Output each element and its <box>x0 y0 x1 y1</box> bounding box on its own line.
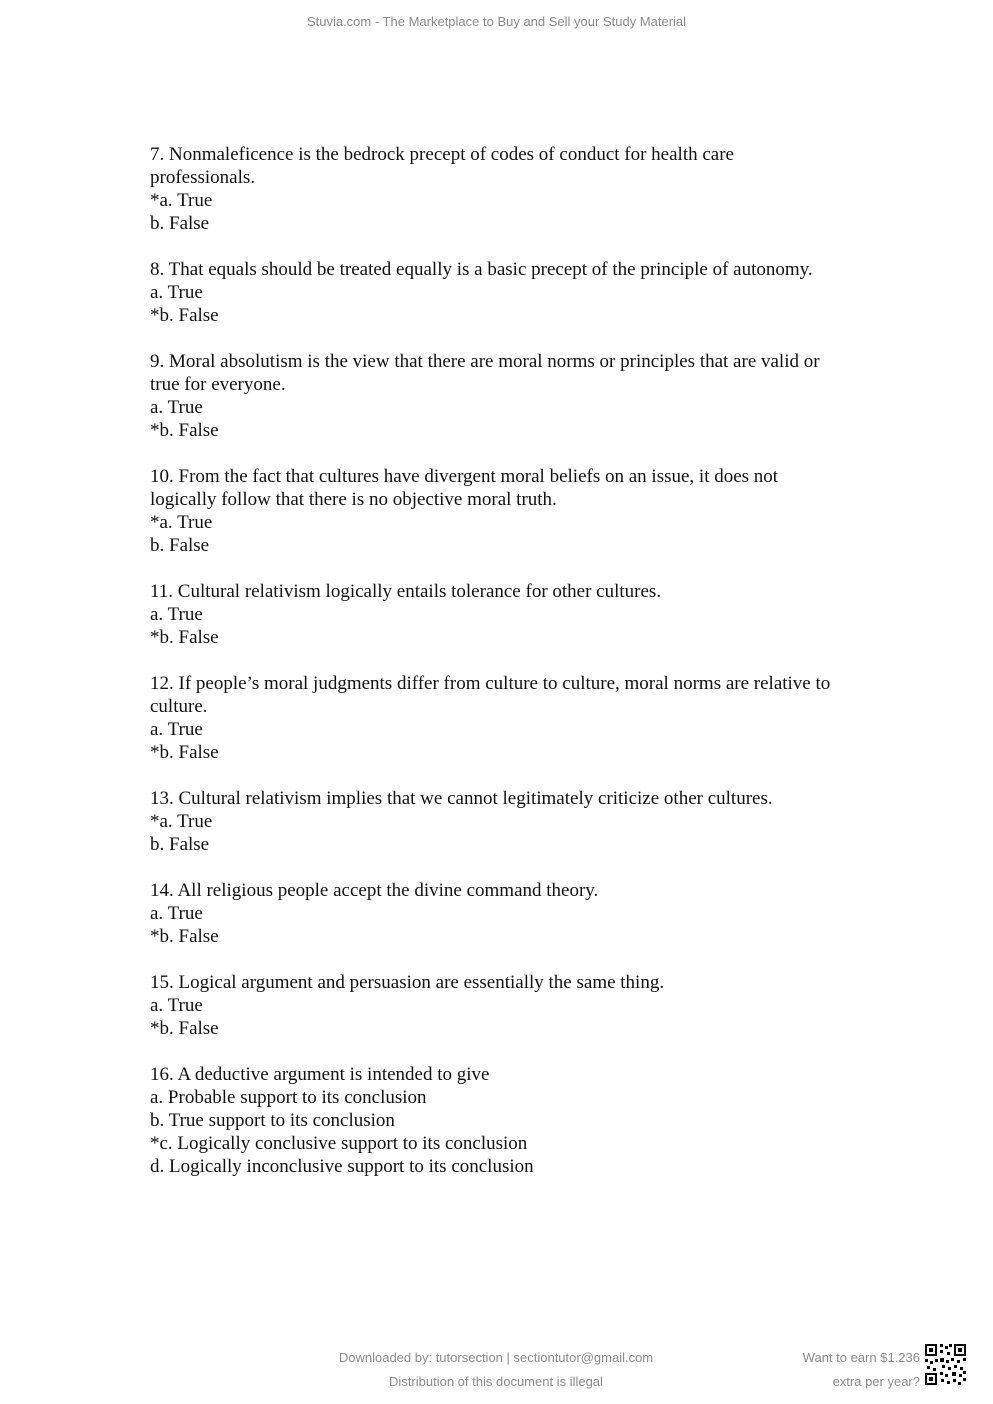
answer-option: *b. False <box>150 627 219 648</box>
question-item <box>150 465 880 557</box>
question-text-line: 12. If people’s moral judgments differ from culture to culture, moral norms are relative to <box>150 673 831 694</box>
question-item <box>150 672 880 764</box>
answer-option: d. Logically inconclusive support to its conclusion <box>150 1156 534 1177</box>
answer-option: a. True <box>150 604 203 625</box>
question-text-line: 8. That equals should be treated equally is a basic precept of the principle of autonomy. <box>150 259 813 280</box>
answer-option: *a. True <box>150 190 213 211</box>
question-text-line: true for everyone. <box>150 374 286 395</box>
promo-line[interactable]: Want to earn $1.236 <box>802 1350 920 1365</box>
answer-option: *b. False <box>150 1018 219 1039</box>
page-header: Stuvia.com - The Marketplace to Buy and Sell your Study Material <box>306 14 687 29</box>
question-text-line: 7. Nonmaleficence is the bedrock precept of codes of conduct for health care <box>150 144 734 165</box>
footer-download-info <box>296 1346 696 1394</box>
question-item <box>150 971 880 1040</box>
answer-option: b. False <box>150 213 210 234</box>
question-item <box>150 258 880 327</box>
question-item <box>150 350 880 442</box>
distribution-notice: Distribution of this document is illegal <box>389 1374 603 1389</box>
question-text-line: logically follow that there is no objective moral truth. <box>150 489 557 510</box>
question-item <box>150 580 880 649</box>
answer-option: *b. False <box>150 305 219 326</box>
answer-option: a. True <box>150 719 203 740</box>
answer-option: a. True <box>150 995 203 1016</box>
answer-option: a. True <box>150 282 203 303</box>
question-item <box>150 879 880 948</box>
answer-option: *b. False <box>150 742 219 763</box>
question-list <box>150 143 880 1201</box>
question-text-line: 14. All religious people accept the divine command theory. <box>150 880 599 901</box>
question-text-line: professionals. <box>150 167 256 188</box>
downloaded-by-text: Downloaded by: tutorsection | sectiontutor@gmail.com <box>338 1350 654 1365</box>
answer-option: a. Probable support to its conclusion <box>150 1087 427 1108</box>
answer-option: b. False <box>150 834 210 855</box>
answer-option: *b. False <box>150 420 219 441</box>
answer-option: *b. False <box>150 926 219 947</box>
footer-promo[interactable] <box>760 1346 920 1394</box>
answer-option: a. True <box>150 397 203 418</box>
question-text-line: 9. Moral absolutism is the view that there are moral norms or principles that are valid or <box>150 351 820 372</box>
question-text-line: 16. A deductive argument is intended to give <box>150 1064 490 1085</box>
answer-option: b. True support to its conclusion <box>150 1110 395 1131</box>
question-text-line: 11. Cultural relativism logically entails tolerance for other cultures. <box>150 581 662 602</box>
answer-option: a. True <box>150 903 203 924</box>
promo-line[interactable]: extra per year? <box>832 1374 920 1389</box>
question-text-line: 10. From the fact that cultures have divergent moral beliefs on an issue, it does not <box>150 466 779 487</box>
question-item <box>150 1063 880 1178</box>
answer-option: *a. True <box>150 512 213 533</box>
answer-option: *c. Logically conclusive support to its conclusion <box>150 1133 528 1154</box>
answer-option: *a. True <box>150 811 213 832</box>
question-text-line: 15. Logical argument and persuasion are essentially the same thing. <box>150 972 665 993</box>
question-text-line: culture. <box>150 696 208 717</box>
question-text-line: 13. Cultural relativism implies that we cannot legitimately criticize other cultures. <box>150 788 773 809</box>
qr-code-icon[interactable] <box>924 1343 967 1386</box>
question-item <box>150 143 880 235</box>
question-item <box>150 787 880 856</box>
answer-option: b. False <box>150 535 210 556</box>
